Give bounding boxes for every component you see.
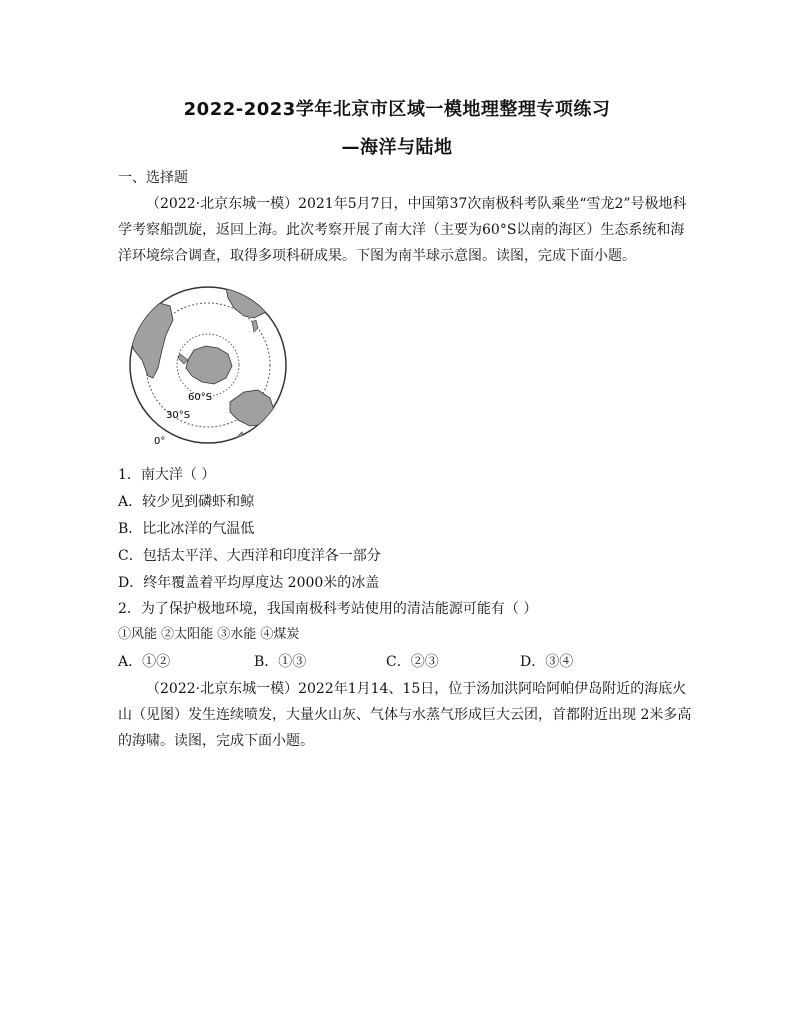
southern-hemisphere-map xyxy=(118,280,298,455)
question-2-choices: ①风能 ②太阳能 ③水能 ④煤炭 xyxy=(118,627,300,642)
section-heading: 一、选择题 xyxy=(118,170,188,186)
question-1-stem: 1．南大洋（ ） xyxy=(118,467,216,483)
question-1-option-a: A．较少见到磷虾和鲸 xyxy=(118,494,255,510)
label-0: 0° xyxy=(154,436,166,447)
passage1-line2: 学考察船凯旋，返回上海。此次考察开展了南大洋（主要为60°S以南的海区）生态系统和海 xyxy=(118,222,685,238)
question-2-option-c: C．②③ xyxy=(386,654,439,670)
document-subtitle: —海洋与陆地 xyxy=(341,137,453,158)
question-2-stem: 2．为了保护极地环境，我国南极科考站使用的清洁能源可能有（ ） xyxy=(118,601,538,617)
document-title: 2022-2023学年北京市区域一模地理整理专项练习 xyxy=(183,99,611,120)
passage1-line1: （2022·北京东城一模）2021年5月7日，中国第37次南极科考队乘坐“雪龙2”号极地科 xyxy=(146,196,687,212)
label-60s: 60°S xyxy=(188,392,213,403)
label-30s: 30°S xyxy=(166,410,191,421)
question-1-option-d: D．终年覆盖着平均厚度达 2000米的冰盖 xyxy=(118,575,380,591)
passage1-line3: 洋环境综合调查，取得多项科研成果。下图为南半球示意图。读图，完成下面小题。 xyxy=(118,248,636,264)
question-2-option-b: B．①③ xyxy=(254,654,307,670)
question-2-option-d: D．③④ xyxy=(520,654,574,670)
passage2-line1: （2022·北京东城一模）2022年1月14、15日，位于汤加洪阿哈阿帕伊岛附近的海底火 xyxy=(146,681,687,697)
question-2-option-a: A．①② xyxy=(118,654,171,670)
passage2-line2: 山（见图）发生连续喷发，大量火山灰、气体与水蒸气形成巨大云团，首都附近出现 2米多高 xyxy=(118,707,692,723)
question-1-option-c: C．包括太平洋、大西洋和印度洋各一部分 xyxy=(118,548,381,564)
question-2-options xyxy=(118,650,678,674)
question-1-option-b: B．比北冰洋的气温低 xyxy=(118,521,255,537)
passage2-line3: 的海啸。读图，完成下面小题。 xyxy=(118,733,314,749)
